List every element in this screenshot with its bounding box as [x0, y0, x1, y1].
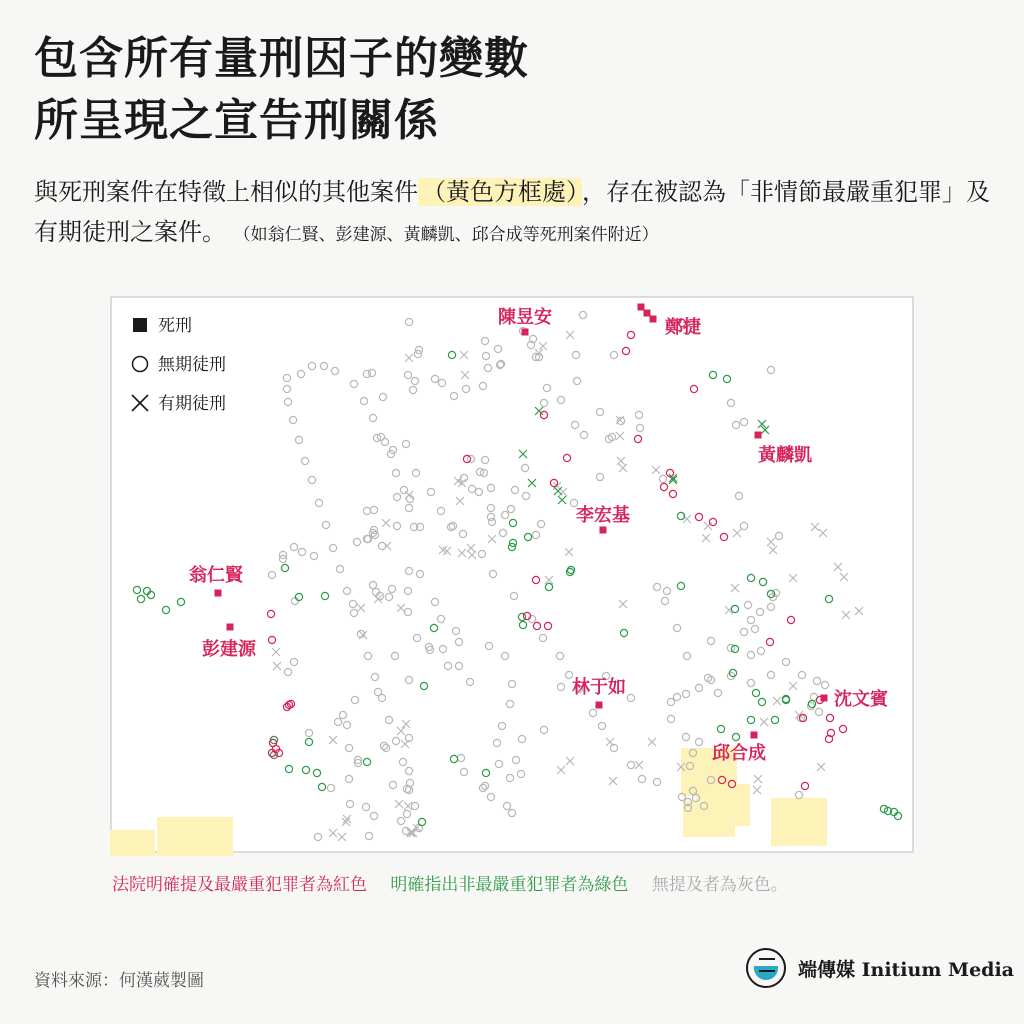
caption-green: 明確指出非最嚴重犯罪者為綠色: [390, 875, 629, 895]
death-sentence-point: [638, 304, 645, 311]
death-sentence-point: [755, 432, 762, 439]
legend-square-symbol: [133, 318, 147, 332]
highlight-box: [157, 817, 233, 856]
initium-logo-icon: [746, 948, 786, 988]
case-label: 林于如: [572, 677, 626, 698]
brand-name: 端傳媒 Initium Media: [798, 958, 1014, 981]
subtitle-note: （如翁仁賢、彭建源、黃麟凱、邱合成等死刑案件附近）: [233, 225, 659, 245]
death-sentence-point: [821, 695, 828, 702]
death-sentence-point: [227, 624, 234, 631]
scatter-plot: [110, 296, 914, 856]
highlight-box: [696, 784, 750, 826]
case-label: 翁仁賢: [189, 565, 243, 586]
highlight-box: [110, 830, 155, 856]
caption-gray: 無提及者為灰色。: [651, 875, 788, 895]
source-credit: 資料來源：何漢葳製圖: [34, 971, 204, 991]
death-sentence-point: [215, 590, 222, 597]
color-caption: [112, 870, 806, 895]
case-label: 邱合成: [712, 743, 766, 764]
death-sentence-point: [644, 310, 651, 317]
death-sentence-point: [522, 329, 529, 336]
highlight-box: [771, 798, 827, 846]
death-sentence-point: [751, 732, 758, 739]
subtitle: 與死刑案件在特徵上相似的其他案件 （黃色方框處） ，存在被認為「非情節最嚴重犯罪」及有期徒刑之案件。 （如翁仁賢、彭建源、黃麟凱、邱合成等死刑案件附近）: [34, 178, 990, 246]
death-sentence-point: [596, 702, 603, 709]
subtitle-highlight: （黃色方框處）: [418, 178, 582, 206]
legend-label-fixed: 有期徒刑: [158, 394, 226, 414]
page-title: 包含所有量刑因子的變數 所呈現之宣告刑關係: [34, 33, 529, 146]
death-sentence-point: [600, 527, 607, 534]
legend-label-death: 死刑: [158, 316, 192, 336]
legend-label-life: 無期徒刑: [158, 355, 226, 375]
case-label: 彭建源: [202, 639, 256, 660]
brand: [746, 948, 1014, 988]
caption-red: 法院明確提及最嚴重犯罪者為紅色: [112, 875, 367, 895]
case-label: 黃麟凱: [758, 445, 812, 466]
case-label: 陳昱安: [498, 307, 552, 328]
death-sentence-point: [650, 316, 657, 323]
case-label: 沈文賓: [834, 689, 888, 710]
case-label: 鄭捷: [665, 317, 701, 338]
case-label: 李宏基: [576, 505, 630, 526]
